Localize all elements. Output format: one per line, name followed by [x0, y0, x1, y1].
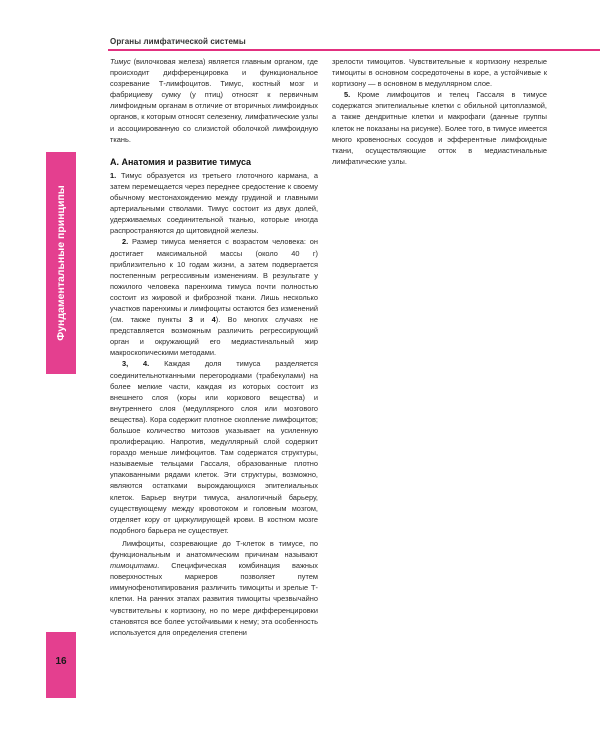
- page-number: 16: [55, 656, 67, 667]
- page-header: [0, 29, 600, 51]
- text-column-left: [110, 56, 318, 638]
- paragraph-1: [110, 170, 318, 237]
- continued-paragraph: зрелости тимоцитов. Чувствительные к кортизону незрелые тимоциты в основном сосредоточены в коре, а устойчивые к кортизону — в основном в медуллярном слое.: [332, 57, 547, 89]
- paragraph-3-text: Каждая доля тимуса разделяется соединительнотканными перегородками (трабекулами) на более мелкие части, каждая из которых состоит из внешнего слоя (коры или коркового вещества) и внутреннего слоя (медуллярного слоя или мозгового вещества). Кора содержит плотное скопление лимфоцитов; большое количество митозов указывает на усиленную пролиферацию. Напротив, медуллярный слой содержит гораздо меньше лимфоцитов. Там содержатся структуры, называемые тельцами Гассаля, образованные плотно упакованными рядами клеток. Эти структуры, возможно, являются остатками вырождающихся эпителиальных клеток. Барьер внутри тимуса, аналогичный барьеру, существующему между кровотоком и головным мозгом, отделяет кору от циркулирующей крови. В костном мозге подобного барьера не существует.: [110, 359, 318, 535]
- intro-term: Тимус: [110, 57, 131, 66]
- running-header-title: Органы лимфатической системы: [110, 37, 246, 46]
- text-column-right: [332, 56, 547, 167]
- paragraph-4-text-b: . Специфическая комбинация важных поверхностных маркеров позволяет путем иммунофенотипирования различить тимоциты и зрелые Т-клетки. На ранних этапах развития тимоциты чрезвычайно чувствительны к кортизону, но по мере дифференцировки становятся все более устойчивыми к нему; эта особенность используется для определения степени: [110, 561, 318, 637]
- paragraph-5-text: Кроме лимфоцитов и телец Гассаля в тимусе содержатся эпителиальные клетки с обильной цитоплазмой, а также дендритные клетки и макрофаги (данные группы клеток не показаны на рисунке). Более того, в тимусе имеется много кровеносных сосудов и эфферентные лимфоидные ткани, осуществляющие отток в медиастинальные лимфатические узлы.: [332, 90, 547, 166]
- paragraph-1-number: 1.: [110, 170, 117, 180]
- paragraph-4-text-a: Лимфоциты, созревающие до Т-клеток в тимусе, по функциональным и анатомическим причинам называют: [110, 538, 318, 560]
- ref-4: 4: [211, 315, 216, 325]
- paragraph-5: [332, 89, 547, 167]
- paragraph-5-number: 5.: [344, 90, 351, 100]
- paragraph-4: [110, 538, 318, 638]
- paragraph-3-number: 3, 4.: [122, 359, 150, 369]
- paragraph-3: [110, 358, 318, 536]
- paragraph-4-term: тимоцитами: [110, 561, 158, 571]
- paragraph-2-number: 2.: [122, 237, 129, 247]
- paragraph-2-text-b: ). Во многих случаях не представляется возможным различить регрессирующий орган и окружающий его медиастинальный жир макроскопическими методами.: [110, 315, 318, 358]
- paragraph-1-text: Тимус образуется из третьего глоточного кармана, а затем перемещается через переднее средостение к своему обычному местонахождению между грудиной и главными артериальными стволами. Тимус состоит из двух долей, удерживаемых соединительной тканью, которые иногда распространяются до щитовидной железы.: [110, 170, 318, 236]
- intro-text: (вилочковая железа) является главным органом, где происходит дифференцировка и функциональное созревание Т-лимфоцитов. Тимус, костный мозг и фабрициеву сумку (у птиц) относят к первичным лимфоидным органам в отличие от вторичных лимфоидных органов, к которым относят селезенку, лимфатические узлы и ассоциированную со слизистой оболочкой лимфоидную ткань.: [110, 57, 318, 144]
- header-rule: [108, 49, 600, 51]
- ref-and: и: [192, 315, 212, 325]
- section-heading: А. Анатомия и развитие тимуса: [110, 156, 252, 167]
- ref-3: 3: [188, 315, 193, 325]
- side-tab-label: Фундаментальные принципы: [55, 185, 67, 341]
- paragraph-2: [110, 236, 318, 358]
- intro-paragraph: [110, 56, 318, 145]
- paragraph-2-text-a: Размер тимуса меняется с возрастом человека: он достигает максимальной массы (около 40 г) приблизительно к 10 годам жизни, а затем подвергается постепенным регрессивным изменениям. В результате у пожилого человека паренхима тимуса почти полностью состоит из жировой и фиброзной ткани. Лишь несколько участков паренхимы и лимфоциты остаются без изменений (см. также пункты: [110, 237, 318, 325]
